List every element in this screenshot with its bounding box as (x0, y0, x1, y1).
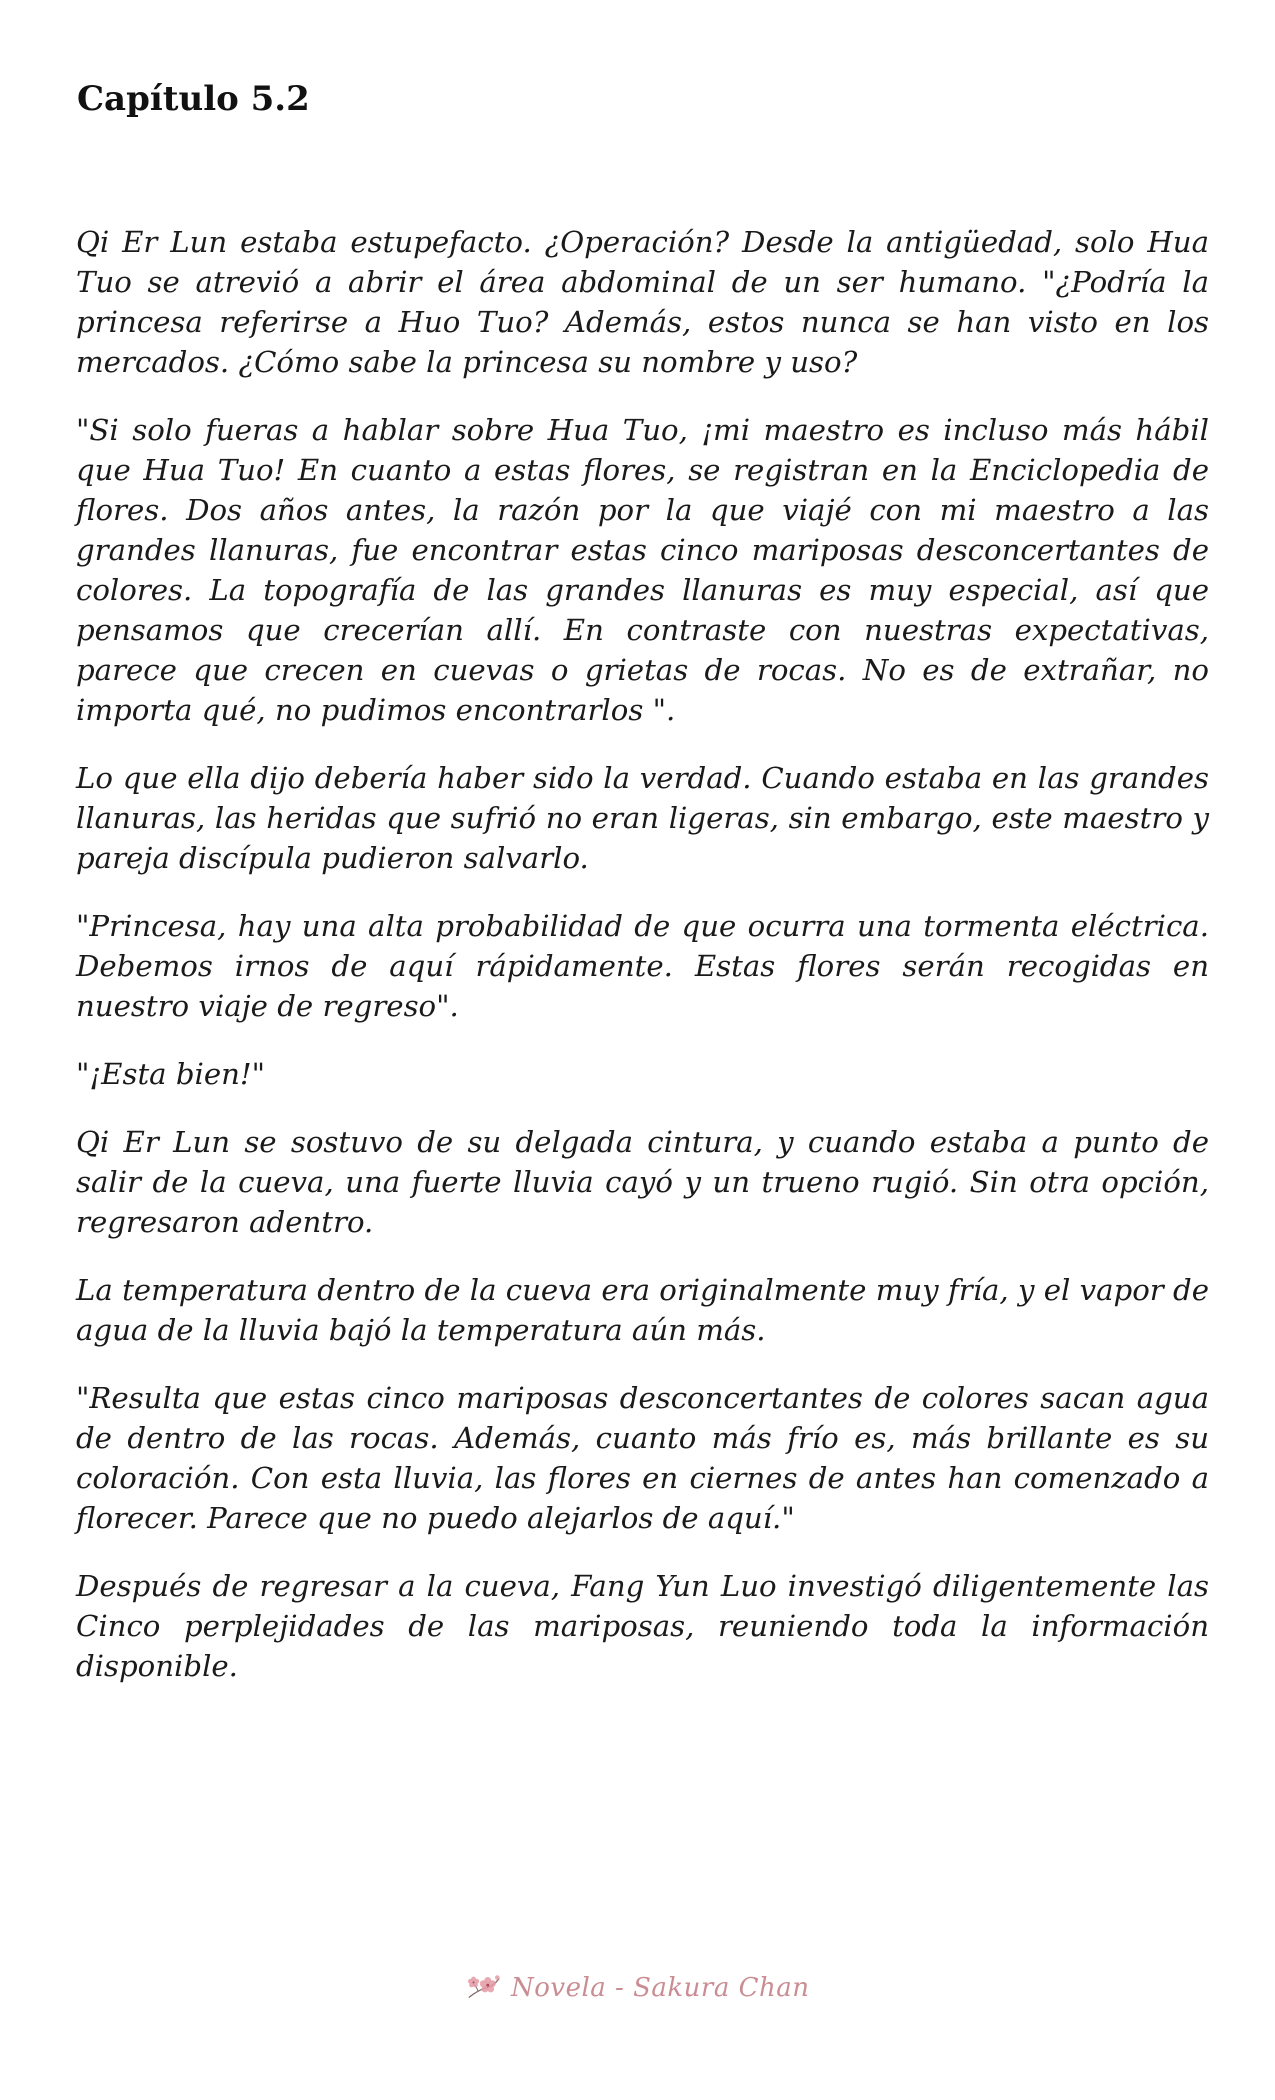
paragraph-2: "Si solo fueras a hablar sobre Hua Tuo, ¡mi maestro es incluso más hábil que Hua Tuo! En cuanto a estas flores, se registran en la Enciclopedia de flores. Dos años antes, la razón por la que viajé con mi maestro a las grandes llanuras, fue encontrar estas cinco mariposas desconcertantes de colores. La topografía de las grandes llanuras es muy especial, así que pensamos que crecerían allí. En contraste con nuestras expectativas, parece que crecen en cuevas o grietas de rocas. No es de extrañar, no importa qué, no pudimos encontrarlos ". (76, 413, 1209, 727)
watermark-text: Novela - Sakura Chan (511, 1973, 810, 2003)
paragraph-1: Qi Er Lun estaba estupefacto. ¿Operación? Desde la antigüedad, solo Hua Tuo se atrevió a abrir el área abdominal de un ser humano. "¿Podría la princesa referirse a Huo Tuo? Además, estos nunca se han visto en los mercados. ¿Cómo sabe la princesa su nombre y uso? (76, 225, 1209, 379)
watermark (465, 1966, 810, 2010)
paragraph-4: "Princesa, hay una alta probabilidad de que ocurra una tormenta eléctrica. Debemos irnos de aquí rápidamente. Estas flores serán recogidas en nuestro viaje de regreso". (76, 909, 1209, 1023)
paragraph-7: La temperatura dentro de la cueva era originalmente muy fría, y el vapor de agua de la lluvia bajó la temperatura aún más. (76, 1273, 1209, 1347)
chapter-title: Capítulo 5.2 (77, 79, 310, 119)
paragraph-9: Después de regresar a la cueva, Fang Yun Luo investigó diligentemente las Cinco perplejidades de las mariposas, reuniendo toda la información disponible. (76, 1569, 1209, 1683)
paragraph-8: "Resulta que estas cinco mariposas desconcertantes de colores sacan agua de dentro de las rocas. Además, cuanto más frío es, más brillante es su coloración. Con esta lluvia, las flores en ciernes de antes han comenzado a florecer. Parece que no puedo alejarlos de aquí." (76, 1381, 1209, 1535)
chapter-body (76, 222, 1209, 1714)
paragraph-5: "¡Esta bien!" (76, 1057, 266, 1091)
paragraph-6: Qi Er Lun se sostuvo de su delgada cintura, y cuando estaba a punto de salir de la cueva, una fuerte lluvia cayó y un trueno rugió. Sin otra opción, regresaron adentro. (76, 1125, 1209, 1239)
paragraph-3: Lo que ella dijo debería haber sido la verdad. Cuando estaba en las grandes llanuras, las heridas que sufrió no eran ligeras, sin embargo, este maestro y pareja discípula pudieron salvarlo. (76, 761, 1209, 875)
sakura-blossom-icon (465, 1969, 503, 2007)
